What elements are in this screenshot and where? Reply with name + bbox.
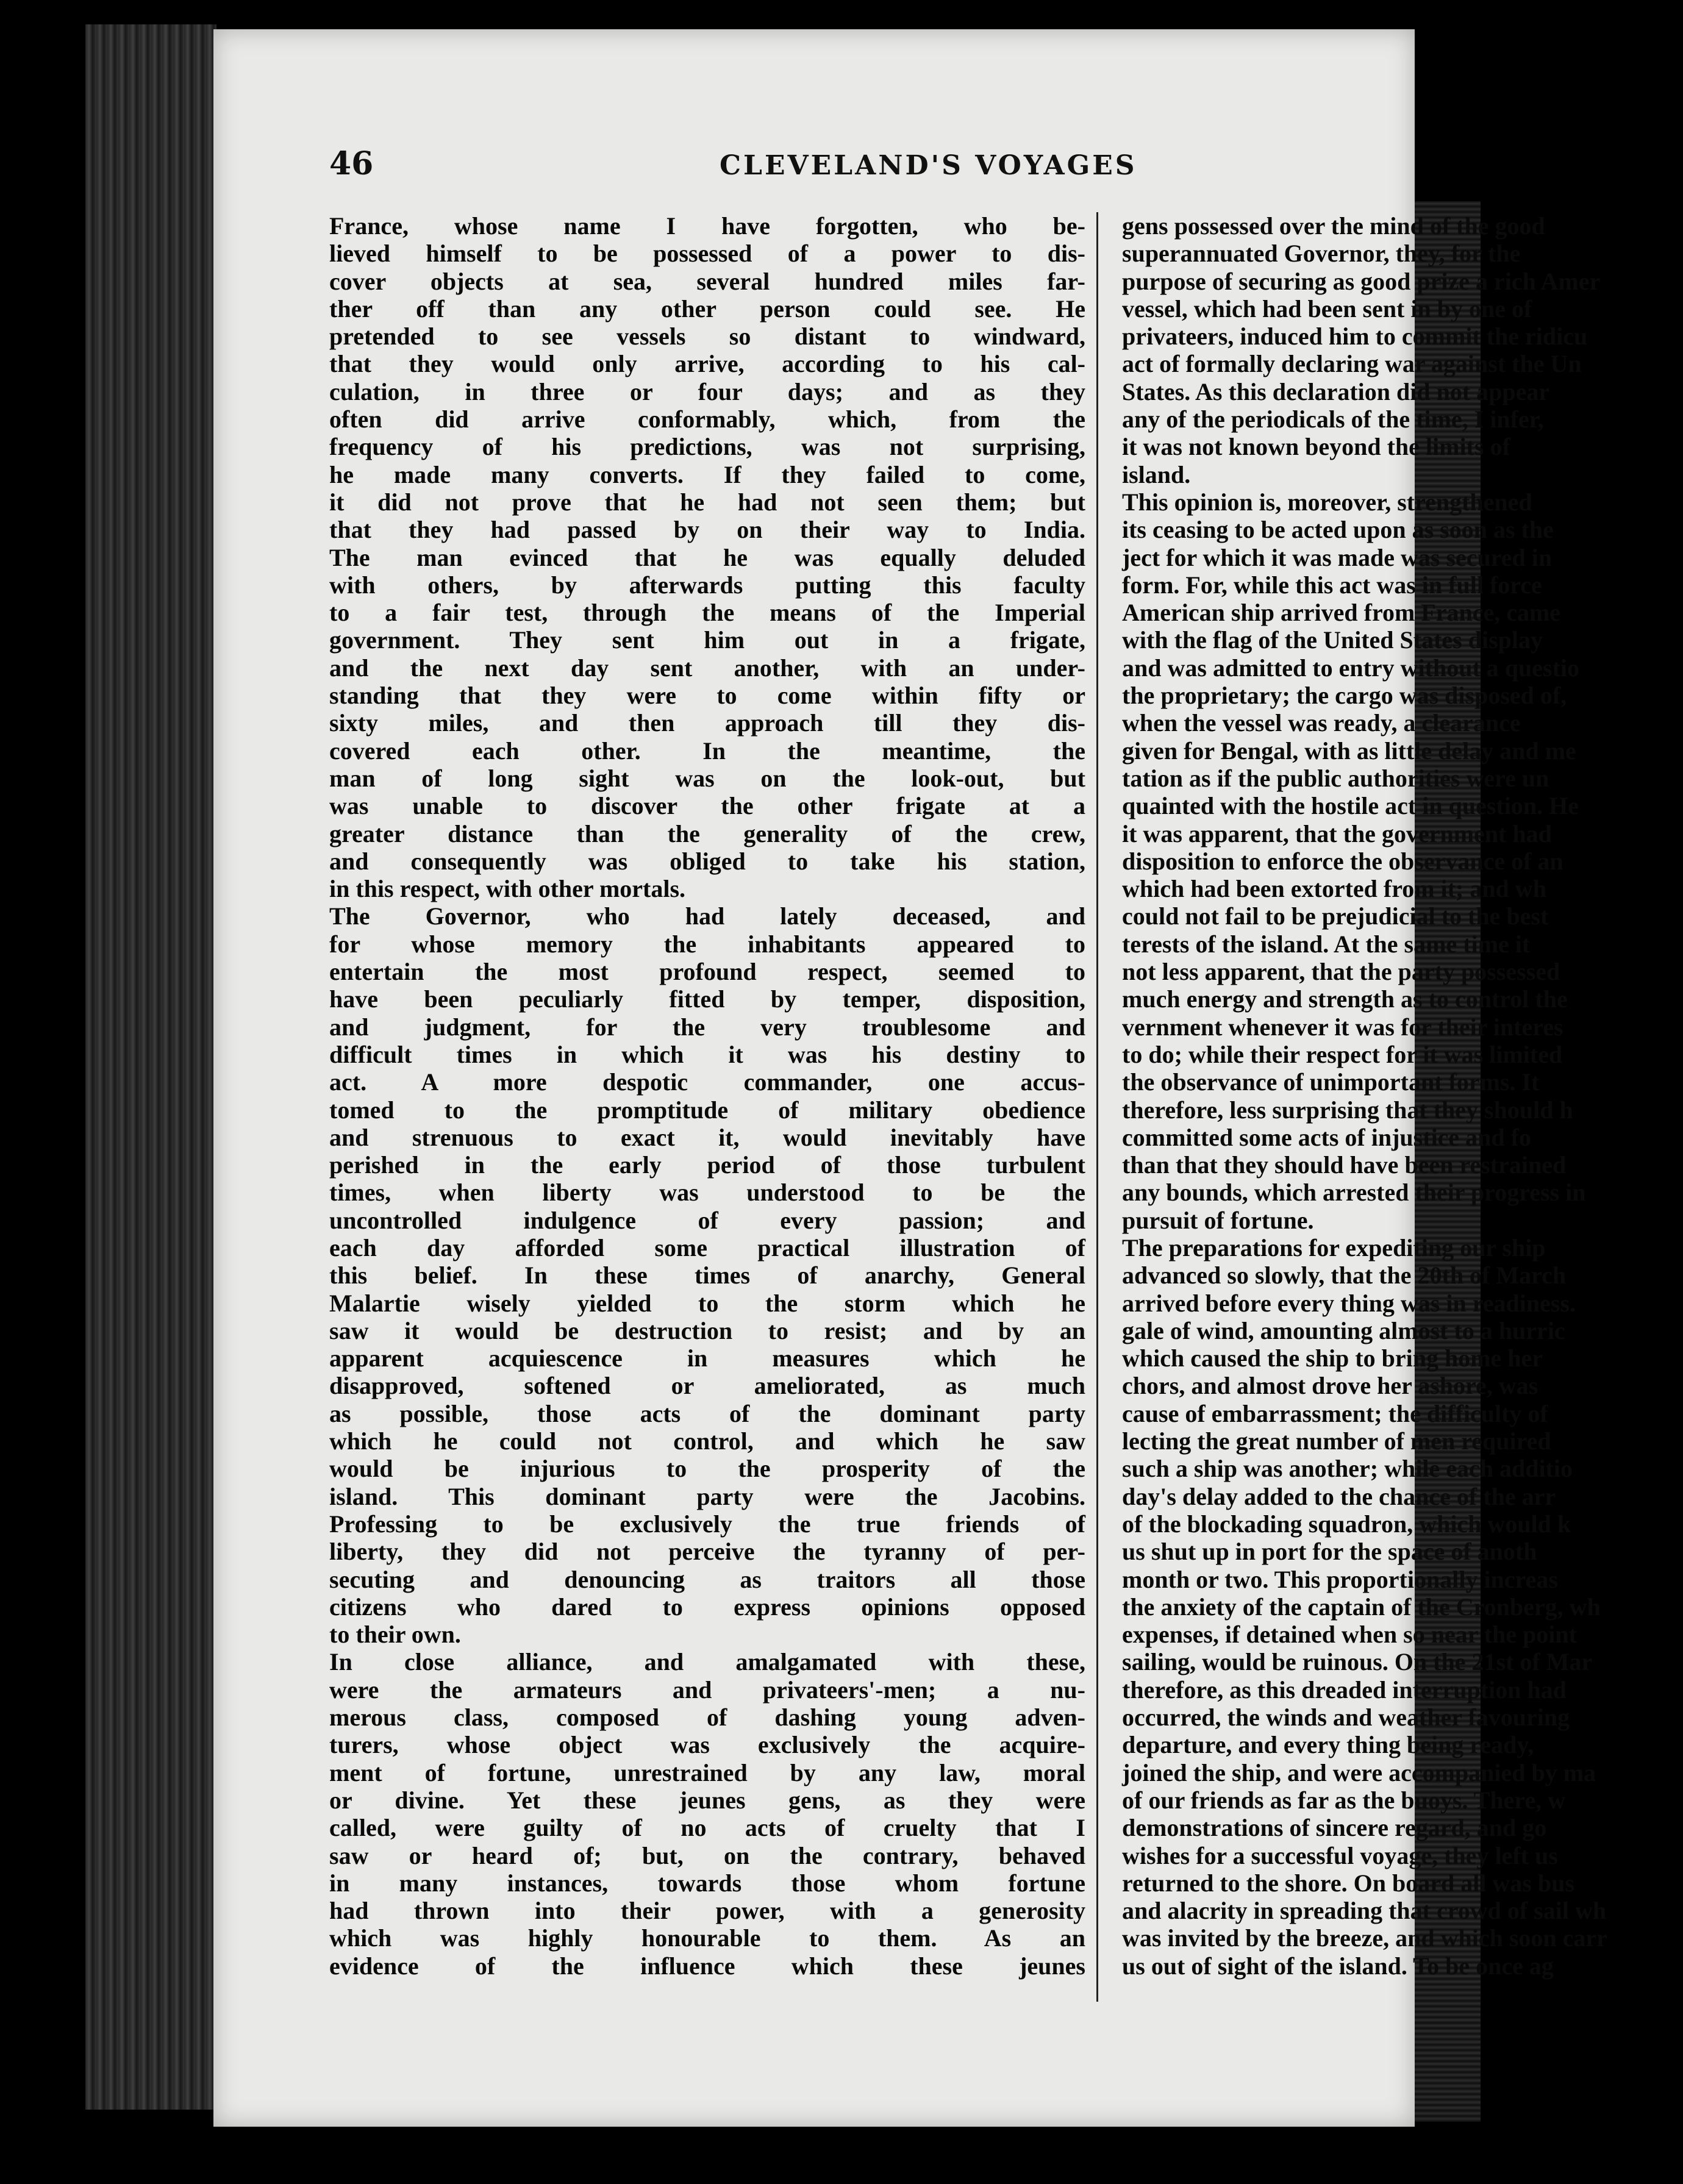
text-line: and was admitted to entry without a questio: [1122, 654, 1580, 682]
text-line: such a ship was another; while each additio: [1122, 1455, 1573, 1483]
text-line: The preparations for expediting our ship: [1122, 1233, 1546, 1262]
text-line: each day afforded some practical illustration of: [329, 1233, 1085, 1262]
text-line: and consequently was obliged to take his station,: [329, 847, 1085, 875]
text-line: man of long sight was on the look-out, but: [329, 764, 1085, 792]
text-line: its ceasing to be acted upon as soon as the: [1122, 516, 1554, 544]
text-line: returned to the shore. On board all was bus: [1122, 1869, 1574, 1897]
text-line: day's delay added to the chance of the arr: [1122, 1482, 1556, 1510]
text-line: when the vessel was ready, a clearance: [1122, 709, 1521, 737]
text-line: disapproved, softened or ameliorated, as much: [329, 1372, 1085, 1400]
text-line: lecting the great number of men required: [1122, 1427, 1551, 1455]
text-line: demonstrations of sincere regard, and go: [1122, 1814, 1547, 1842]
text-line: cause of embarrassment; the difficulty of: [1122, 1399, 1548, 1427]
text-line: arrived before every thing was in readiness.: [1122, 1289, 1576, 1317]
text-line: joined the ship, and were accompanied by ma: [1122, 1758, 1596, 1786]
text-line: turers, whose object was exclusively the acquire-: [329, 1731, 1085, 1759]
text-line: committed some acts of injustice and fo: [1122, 1123, 1531, 1151]
text-line: apparent acquiescence in measures which he: [329, 1344, 1085, 1372]
text-line: Professing to be exclusively the true friends of: [329, 1510, 1085, 1538]
text-line: which caused the ship to bring home her: [1122, 1344, 1543, 1372]
text-line: of the blockading squadron, which would k: [1122, 1510, 1571, 1538]
text-line: sixty miles, and then approach till they dis-: [329, 709, 1085, 737]
text-line: often did arrive conformably, which, from the: [329, 405, 1085, 434]
text-line: terests of the island. At the same time it: [1122, 930, 1531, 958]
text-line: called, were guilty of no acts of cruelty that I: [329, 1814, 1085, 1842]
text-line: vessel, which had been sent in by one of: [1122, 294, 1532, 323]
text-line: the anxiety of the captain of the Cronberg, wh: [1122, 1593, 1601, 1621]
text-line: Malartie wisely yielded to the storm which he: [329, 1289, 1085, 1317]
text-line: States. As this declaration did not appear: [1122, 377, 1550, 405]
column-divider: [1096, 212, 1098, 2002]
text-line: therefore, less surprising that they should h: [1122, 1096, 1573, 1124]
text-line: any bounds, which arrested their progress in: [1122, 1179, 1586, 1207]
page-header: [213, 145, 1415, 200]
text-line: standing that they were to come within fifty or: [329, 682, 1085, 710]
text-line: of our friends as far as the buoys. There, w: [1122, 1786, 1566, 1814]
text-line: the observance of unimportant forms. It: [1122, 1068, 1540, 1096]
text-line: culation, in three or four days; and as they: [329, 377, 1085, 405]
text-line: he made many converts. If they failed to come,: [329, 460, 1085, 488]
right-column-lines: [1122, 212, 1683, 1980]
text-line: The Governor, who had lately deceased, and: [329, 902, 1085, 930]
text-line: to their own.: [329, 1621, 461, 1649]
text-line: tation as if the public authorities were un: [1122, 764, 1549, 792]
text-line: France, whose name I have forgotten, who be-: [329, 212, 1085, 240]
text-line: given for Bengal, with as little delay and me: [1122, 737, 1576, 765]
text-line: island. This dominant party were the Jacobins.: [329, 1482, 1085, 1510]
text-line: greater distance than the generality of the crew,: [329, 819, 1085, 848]
text-line: times, when liberty was understood to be the: [329, 1179, 1085, 1207]
text-line: was unable to discover the other frigate at a: [329, 792, 1085, 820]
text-line: and strenuous to exact it, would inevitably have: [329, 1123, 1085, 1151]
text-line: for whose memory the inhabitants appeared to: [329, 930, 1085, 958]
text-line: had thrown into their power, with a generosity: [329, 1897, 1085, 1925]
text-line: merous class, composed of dashing young adven-: [329, 1704, 1085, 1732]
text-line: frequency of his predictions, was not surprising,: [329, 433, 1085, 461]
text-line: act. A more despotic commander, one accus-: [329, 1068, 1085, 1096]
text-line: lieved himself to be possessed of a power to dis-: [329, 240, 1085, 268]
text-line: that they would only arrive, according to his cal-: [329, 350, 1085, 378]
text-line: which he could not control, and which he saw: [329, 1427, 1085, 1455]
text-line: chors, and almost drove her ashore, was: [1122, 1372, 1538, 1400]
text-line: the proprietary; the cargo was disposed of,: [1122, 682, 1567, 710]
text-line: and alacrity in spreading that crowd of sail wh: [1122, 1897, 1607, 1925]
text-line: superannuated Governor, they, for the: [1122, 240, 1521, 268]
text-line: sailing, would be ruinous. On the 21st of Mar: [1122, 1648, 1593, 1676]
right-text-column: [1122, 212, 1607, 1980]
text-line: difficult times in which it was his destiny to: [329, 1040, 1085, 1068]
text-line: privateers, induced him to commit the ridicu: [1122, 323, 1588, 351]
text-line: saw or heard of; but, on the contrary, behaved: [329, 1841, 1085, 1869]
text-line: in this respect, with other mortals.: [329, 875, 686, 903]
text-line: to do; while their respect for it was limited: [1122, 1040, 1563, 1068]
text-line: uncontrolled indulgence of every passion; and: [329, 1206, 1085, 1234]
text-line: it did not prove that he had not seen them; but: [329, 488, 1085, 516]
text-line: could not fail to be prejudicial to the best: [1122, 902, 1549, 930]
text-line: and the next day sent another, with an under-: [329, 654, 1085, 682]
text-line: us out of sight of the island. To be once ag: [1122, 1952, 1554, 1980]
text-line: cover objects at sea, several hundred miles far-: [329, 267, 1085, 295]
text-line: This opinion is, moreover, strengthened: [1122, 488, 1532, 516]
text-line: this belief. In these times of anarchy, General: [329, 1262, 1085, 1290]
text-line: ject for which it was made was secured in: [1122, 543, 1553, 571]
text-line: covered each other. In the meantime, the: [329, 737, 1085, 765]
text-line: any of the periodicals of the time, I infer,: [1122, 405, 1544, 434]
running-head: CLEVELAND'S VOYAGES: [720, 150, 1137, 181]
text-line: with the flag of the United States display: [1122, 626, 1543, 654]
text-line: expenses, if detained when so near the point: [1122, 1621, 1577, 1649]
text-line: that they had passed by on their way to India.: [329, 516, 1085, 544]
text-line: disposition to enforce the observance of an: [1122, 847, 1563, 875]
text-line: were the armateurs and privateers'-men; a nu-: [329, 1675, 1085, 1704]
text-line: it was not known beyond the limits of: [1122, 433, 1510, 461]
text-line: gens possessed over the mind of the good: [1122, 212, 1545, 240]
text-line: advanced so slowly, that the 20th of March: [1122, 1262, 1567, 1290]
text-line: was invited by the breeze, and which soon carr: [1122, 1924, 1607, 1952]
text-line: month or two. This proportionally increas: [1122, 1565, 1558, 1593]
text-line: which was highly honourable to them. As an: [329, 1924, 1085, 1952]
text-line: therefore, as this dreaded interruption had: [1122, 1675, 1567, 1704]
text-line: tomed to the promptitude of military obedience: [329, 1096, 1085, 1124]
text-line: as possible, those acts of the dominant party: [329, 1399, 1085, 1427]
text-line: in many instances, towards those whom fortune: [329, 1869, 1085, 1897]
text-line: purpose of securing as good prize a rich Amer: [1122, 267, 1601, 295]
text-line: perished in the early period of those turbulent: [329, 1151, 1085, 1179]
text-line: to a fair test, through the means of the Imperial: [329, 599, 1085, 627]
text-line: liberty, they did not perceive the tyranny of per-: [329, 1538, 1085, 1566]
text-line: us shut up in port for the space of anoth: [1122, 1538, 1537, 1566]
text-line: not less apparent, that the party possessed: [1122, 958, 1560, 986]
text-line: pretended to see vessels so distant to windward,: [329, 323, 1085, 351]
text-line: it was apparent, that the government had: [1122, 819, 1552, 848]
text-line: with others, by afterwards putting this faculty: [329, 571, 1085, 599]
text-line: act of formally declaring war against the Un: [1122, 350, 1582, 378]
text-line: quainted with the hostile act in question. He: [1122, 792, 1579, 820]
text-line: citizens who dared to express opinions opposed: [329, 1593, 1085, 1621]
text-line: vernment whenever it was for their interes: [1122, 1013, 1563, 1041]
book-spine-edge: [85, 24, 216, 2110]
text-line: much energy and strength as to control the: [1122, 985, 1568, 1013]
text-line: pursuit of fortune.: [1122, 1206, 1314, 1234]
text-line: than that they should have been restrained: [1122, 1151, 1567, 1179]
text-line: evidence of the influence which these jeunes: [329, 1952, 1085, 1980]
page-number: 46: [329, 145, 374, 182]
text-line: wishes for a successful voyage, they left us: [1122, 1841, 1558, 1869]
text-line: In close alliance, and amalgamated with these,: [329, 1648, 1085, 1676]
text-line: or divine. Yet these jeunes gens, as they were: [329, 1786, 1085, 1814]
text-line: government. They sent him out in a frigate,: [329, 626, 1085, 654]
text-line: ther off than any other person could see. He: [329, 294, 1085, 323]
book-page: [213, 29, 1607, 2127]
text-line: occurred, the winds and weather favouring: [1122, 1704, 1570, 1732]
text-line: which had been extorted from it; and wh: [1122, 875, 1546, 903]
text-line: departure, and every thing being ready,: [1122, 1731, 1534, 1759]
text-line: secuting and denouncing as traitors all those: [329, 1565, 1085, 1593]
text-line: American ship arrived from France, came: [1122, 599, 1561, 627]
text-line: ment of fortune, unrestrained by any law, moral: [329, 1758, 1085, 1786]
text-line: and judgment, for the very troublesome and: [329, 1013, 1085, 1041]
text-line: The man evinced that he was equally deluded: [329, 543, 1085, 571]
text-line: island.: [1122, 460, 1191, 488]
text-line: gale of wind, amounting almost to a hurric: [1122, 1316, 1565, 1344]
text-line: entertain the most profound respect, seemed to: [329, 958, 1085, 986]
text-line: would be injurious to the prosperity of the: [329, 1455, 1085, 1483]
text-line: saw it would be destruction to resist; and by an: [329, 1316, 1085, 1344]
text-line: have been peculiarly fitted by temper, disposition,: [329, 985, 1085, 1013]
text-line: form. For, while this act was in full force: [1122, 571, 1542, 599]
left-text-column: [329, 212, 1085, 1980]
